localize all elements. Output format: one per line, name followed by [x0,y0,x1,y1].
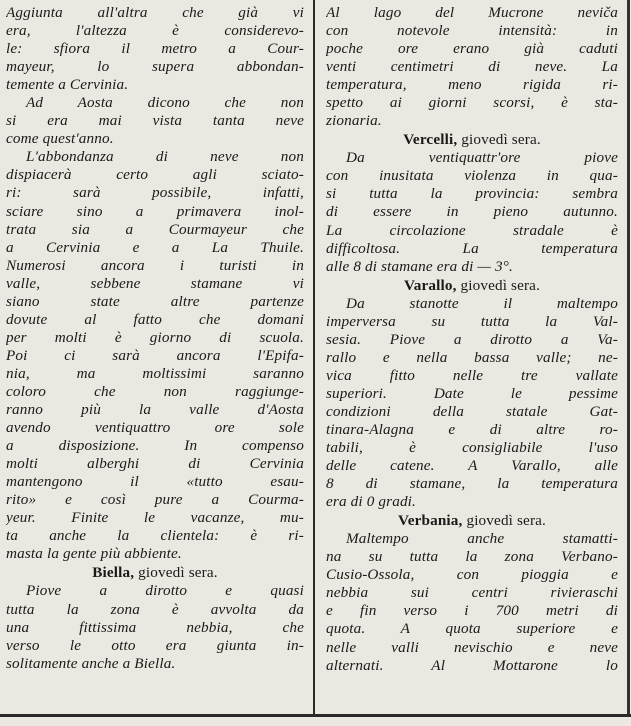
text-line: siano state altre partenze [6,292,304,310]
text-line: vica fitto nelle tre vallate [326,366,618,384]
paragraph [326,4,618,130]
text-line: Al lago del Mucrone neviča [326,4,618,21]
text-line: per molti è giorno di scuola. [6,328,304,346]
text-line: ranno più la valle d'Aosta [6,401,304,419]
text-line: dispiacerà certo agli sciato- [6,166,304,184]
dateline-time: giovedì sera. [462,512,546,530]
text-line: come quest'anno. [6,130,114,148]
article-column-right [326,4,618,675]
column-divider [313,0,315,714]
text-line: temente a Cervinia. [6,76,129,94]
dateline-place: Vercelli, [403,131,458,149]
text-line: sesia. Piove a dirotto a Va- [326,330,618,348]
paragraph [6,94,304,148]
paragraph [326,149,618,275]
text-line: delle catene. A Varallo, alle [326,457,618,475]
text-line: imperversa su tutta la Val- [326,312,618,330]
article-column-left [6,4,304,673]
text-line: molti alberghi di Cervinia [6,455,304,473]
dateline-time: giovedì sera. [457,131,541,149]
text-line: con inusitata violenza in qua- [326,167,618,185]
dateline-place: Biella, [92,564,135,582]
text-line: Ad Aosta dicono che non [26,94,304,112]
text-line: poche ore erano già caduti [326,40,618,58]
paragraph [6,148,304,563]
text-line: zionaria. [326,112,382,130]
dateline-time: giovedì sera. [456,276,541,294]
text-line: ta anche la clientela: è ri- [6,527,304,545]
dateline-place: Varallo, [403,276,457,294]
text-line: 8 di stamane, la temperatura [326,475,618,493]
text-line: ri: sarà possibile, infatti, [6,184,304,202]
text-line: verso le otto era giunta in- [6,636,304,654]
text-line: si era mai vista tanta neve [6,112,304,130]
text-line: yeur. Finite le vacanze, mu- [6,509,304,527]
text-line: valle, sebbene stamane vi [6,274,304,292]
text-line: Da ventiquattr'ore piove [346,149,618,167]
text-line: na su tutta la zona Verbano- [326,548,618,566]
text-line: nebbia sui centri rivieraschi [326,584,618,602]
dateline-biella [6,563,304,582]
dateline-verbania [326,511,618,530]
text-line: tutta la zona è avvolta da [6,600,304,618]
paragraph [326,295,618,512]
text-line: superiori. Date le pessime [326,384,618,402]
text-line: solitamente anche a Biella. [6,654,176,672]
text-line: nelle valli nevischio e neve [326,638,618,656]
text-line: Numerosi ancora i turisti in [6,256,304,274]
text-line: Cusio-Ossola, con pioggia e [326,566,618,584]
text-line: La circolazione stradale è [326,221,618,239]
text-line: spetto ai giorni scorsi, è sta- [326,94,618,112]
text-line: una fittissima nebbia, che [6,618,304,636]
text-line: difficoltosa. La temperatura [326,239,618,257]
text-line: mantengono il «tutto esau- [6,473,304,491]
text-line: alternati. Al Mottarone lo [326,656,618,674]
text-line: L'abbondanza di neve non [26,148,304,166]
text-line: con notevole intensità: in [326,22,618,40]
text-line: sciare sino a primavera inol- [6,202,304,220]
text-line: coloro che non raggiunge- [6,382,304,400]
text-line: le: sfiora il metro a Cour- [6,40,304,58]
text-line: tabili, è consigliabile l'uso [326,439,618,457]
paragraph [326,530,618,674]
text-line: Piove a dirotto e quasi [26,582,304,600]
dateline-vercelli [326,130,618,149]
text-line: temperatura, meno rigida ri- [326,76,618,94]
text-line: trata sia a Courmayeur che [6,220,304,238]
text-line: Aggiunta all'altra che già vi [6,4,304,21]
text-line: avendo ventiquattro ore sole [6,419,304,437]
text-line: tinara-Alagna e di altre ro- [326,420,618,438]
dateline-varallo [326,276,618,295]
text-line: masta la gente più abbiente. [6,545,182,563]
text-line: a disposizione. In compenso [6,437,304,455]
paragraph [6,4,304,94]
text-line: era, l'altezza è considerevo- [6,22,304,40]
clipping-edge-bottom [0,714,631,717]
paragraph [6,582,304,672]
text-line: era di 0 gradi. [326,493,417,511]
clipping-edge-right [627,0,630,714]
dateline-time: giovedì sera. [134,564,218,582]
text-line: dovute al fatto che domani [6,310,304,328]
text-line: di essere in pieno autunno. [326,203,618,221]
text-line: nia, ma moltissimi saranno [6,364,304,382]
text-line: a Cervinia e a La Thuile. [6,238,304,256]
text-line: quota. A quota superiore e [326,620,618,638]
text-line: mayeur, lo supera abbondan- [6,58,304,76]
text-line: rito» e così pure a Courma- [6,491,304,509]
text-line: venti centimetri di neve. La [326,58,618,76]
text-line: Poi ci sarà ancora l'Epifa- [6,346,304,364]
text-line: alle 8 di stamane era di — 3°. [326,257,513,275]
dateline-place: Verbania, [397,512,463,530]
text-line: si tutta la provincia: sembra [326,185,618,203]
text-line: e fin verso i 700 metri di [326,602,618,620]
text-line: rallo e nella bassa valle; ne- [326,348,618,366]
text-line: Da stanotte il maltempo [346,294,618,312]
text-line: condizioni della statale Gat- [326,402,618,420]
text-line: Maltempo anche stamatti- [346,530,618,548]
